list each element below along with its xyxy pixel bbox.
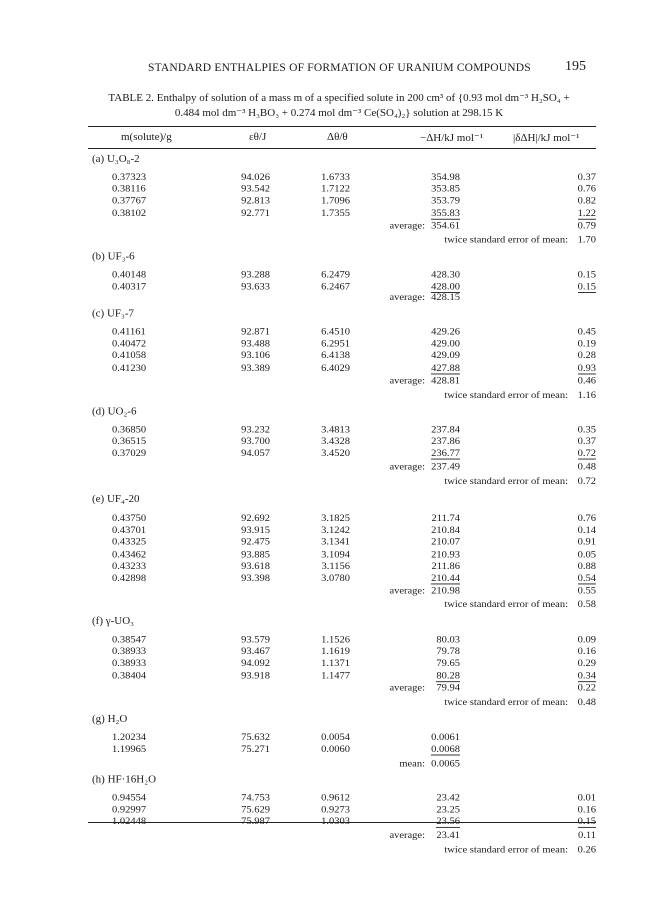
cell-enthalpy: 23.25 [436,805,460,816]
section-label: (h) HF·16H₂O [92,774,157,786]
cell-mass: 0.38547 [112,635,147,646]
cell-temp-ratio: 3.0780 [321,573,350,584]
average-deviation: 0.46 [577,376,596,387]
cell-energy: 93.618 [241,561,270,572]
cell-energy: 94.026 [241,172,270,183]
average-label: average: [389,683,425,693]
average-value: 428.15 [431,292,460,303]
cell-temp-ratio: 1.7355 [321,208,350,219]
cell-enthalpy: 210.07 [431,537,460,548]
cell-deviation: 0.76 [577,513,596,524]
cell-energy: 93.488 [241,339,270,350]
cell-enthalpy: 428.30 [431,270,460,281]
page-number: 195 [565,59,586,74]
twice-error-value: 0.58 [577,599,596,610]
cell-temp-ratio: 6.2467 [321,282,350,293]
cell-energy: 93.633 [241,282,270,293]
cell-deviation: 0.76 [577,184,596,195]
cell-deviation: 0.37 [577,437,596,448]
twice-error-label: twice standard error of mean: [444,599,568,610]
cell-energy: 93.542 [241,184,270,195]
cell-temp-ratio: 3.4813 [321,425,350,436]
cell-deviation: 0.29 [577,658,596,669]
average-value: 79.94 [436,683,460,693]
column-header-mass: m(solute)/g [121,131,172,143]
average-label: average: [389,586,425,597]
cell-deviation: 0.01 [577,793,596,804]
twice-error-label: twice standard error of mean: [444,845,568,855]
column-header-energy: εθ/J [249,131,267,143]
cell-deviation: 0.15 [577,817,596,828]
cell-mass: 0.38102 [112,208,147,219]
cell-mass: 0.37029 [112,449,147,459]
cell-energy: 75.987 [241,817,270,828]
cell-energy: 93.398 [241,573,270,584]
cell-temp-ratio: 6.4029 [321,363,350,374]
cell-mass: 0.43325 [112,537,147,548]
cell-deviation: 0.37 [577,172,596,183]
cell-enthalpy: 210.93 [431,549,460,560]
cell-energy: 94.092 [241,658,270,669]
cell-temp-ratio: 3.1242 [321,525,350,536]
average-label: average: [389,830,425,841]
cell-enthalpy: 355.83 [431,208,460,219]
cell-enthalpy: 23.42 [436,793,460,804]
twice-error-label: twice standard error of mean: [444,697,568,708]
cell-energy: 93.915 [241,525,270,536]
section-label: (d) UO₂-6 [92,406,137,417]
cell-temp-ratio: 0.0054 [321,732,350,743]
cell-enthalpy: 23.56 [436,817,460,828]
cell-temp-ratio: 1.1526 [321,635,350,646]
cell-temp-ratio: 3.1825 [321,513,350,524]
cell-deviation: 0.82 [577,196,596,207]
table-caption-line-1: TABLE 2. Enthalpy of solution of a mass m of a specified solute in 200 cm³ of {0.93 mol dm⁻³ H₂SO₄ + [108,92,570,104]
cell-temp-ratio: 1.1619 [321,647,350,657]
cell-enthalpy: 427.88 [431,363,460,374]
cell-mass: 0.43233 [112,561,147,572]
cell-temp-ratio: 0.9612 [321,793,350,804]
cell-deviation: 0.28 [577,351,596,362]
cell-temp-ratio: 1.1477 [321,670,350,681]
cell-mass: 0.43701 [112,525,147,536]
cell-mass: 0.36850 [112,425,147,436]
cell-mass: 0.94554 [112,793,147,804]
cell-temp-ratio: 6.4510 [321,327,350,338]
cell-mass: 0.36515 [112,437,147,448]
twice-error-label: twice standard error of mean: [444,476,568,487]
average-deviation: 0.55 [577,586,596,597]
cell-mass: 0.38933 [112,658,147,669]
cell-mass: 0.40317 [112,282,147,293]
cell-temp-ratio: 3.1094 [321,549,350,560]
cell-temp-ratio: 1.1371 [321,658,350,669]
cell-deviation: 0.34 [577,670,596,681]
cell-enthalpy: 353.85 [431,184,460,195]
cell-mass: 1.02448 [112,817,147,828]
cell-mass: 0.42898 [112,573,147,584]
cell-enthalpy: 80.28 [436,670,460,681]
cell-energy: 92.692 [241,513,270,524]
average-value: 237.49 [431,462,460,473]
cell-enthalpy: 210.44 [431,573,460,584]
section-label: (e) UF₄-20 [92,493,140,505]
cell-deviation: 0.19 [577,339,596,350]
cell-enthalpy: 428.00 [431,282,460,293]
cell-energy: 93.700 [241,437,270,448]
average-label: average: [389,221,425,232]
twice-error-label: twice standard error of mean: [444,390,568,401]
cell-enthalpy: 236.77 [431,449,460,459]
cell-energy: 93.106 [241,351,270,362]
cell-enthalpy: 429.09 [431,351,460,362]
cell-enthalpy: 0.0068 [431,744,460,755]
cell-mass: 0.43462 [112,549,147,560]
twice-error-value: 0.72 [577,476,596,487]
cell-deviation: 0.09 [577,635,596,646]
cell-enthalpy: 237.86 [431,437,460,448]
cell-energy: 93.232 [241,425,270,436]
cell-energy: 94.057 [241,449,270,459]
cell-energy: 75.629 [241,805,270,816]
table-body [0,14,672,855]
cell-temp-ratio: 1.7122 [321,184,350,195]
cell-mass: 0.41161 [112,327,146,338]
average-value: 23.41 [436,830,460,841]
cell-mass: 0.41230 [112,363,147,374]
cell-deviation: 0.54 [577,573,596,584]
cell-mass: 0.41058 [112,351,147,362]
average-deviation: 0.79 [577,221,596,232]
section-label: (c) UF₃-7 [92,308,135,320]
average-label: average: [389,462,425,473]
average-value: 428.81 [431,376,460,387]
cell-mass: 0.38933 [112,647,147,657]
cell-temp-ratio: 3.4328 [321,437,350,448]
cell-deviation: 0.93 [577,363,596,374]
section-label: (b) UF₃-6 [92,251,135,263]
twice-error-value: 0.26 [577,845,596,855]
cell-temp-ratio: 1.6733 [321,172,350,183]
cell-mass: 0.43750 [112,513,147,524]
table-caption-line-2: 0.484 mol dm⁻³ H₃BO₃ + 0.274 mol dm⁻³ Ce(SO₄)₂} solution at 298.15 K [174,107,504,119]
cell-mass: 0.38404 [112,670,147,681]
cell-enthalpy: 210.84 [431,525,460,536]
cell-temp-ratio: 0.9273 [321,805,350,816]
cell-enthalpy: 237.84 [431,425,460,436]
cell-temp-ratio: 1.0303 [321,817,350,828]
cell-deviation: 0.16 [577,647,596,657]
cell-enthalpy: 211.86 [431,561,460,572]
cell-energy: 92.771 [241,208,270,219]
cell-enthalpy: 79.78 [436,647,460,657]
cell-enthalpy: 79.65 [436,658,460,669]
cell-energy: 93.467 [241,647,270,657]
cell-energy: 75.632 [241,732,270,743]
average-label: average: [389,376,425,387]
cell-enthalpy: 354.98 [431,172,460,183]
average-label: average: [389,292,425,303]
twice-error-value: 1.16 [577,390,596,401]
cell-temp-ratio: 6.2951 [321,339,350,350]
cell-energy: 92.871 [241,327,270,338]
cell-energy: 93.885 [241,549,270,560]
cell-temp-ratio: 6.2479 [321,270,350,281]
column-header-enthalpy: −ΔH/kJ mol⁻¹ [420,132,484,144]
cell-energy: 93.288 [241,270,270,281]
cell-mass: 0.92997 [112,805,147,816]
twice-error-label: twice standard error of mean: [444,235,568,246]
cell-deviation: 0.88 [577,561,596,572]
section-label: (a) U₃O₈-2 [92,153,140,165]
average-deviation: 0.48 [577,462,596,473]
column-header-deviation: |δΔH|/kJ mol⁻¹ [513,132,580,144]
cell-deviation: 1.22 [577,208,596,219]
cell-mass: 1.20234 [112,732,147,743]
average-value: 354.61 [431,221,460,232]
average-value: 0.0065 [431,759,460,770]
cell-enthalpy: 429.26 [431,327,460,338]
cell-enthalpy: 353.79 [431,196,460,207]
cell-deviation: 0.35 [577,425,596,436]
cell-enthalpy: 0.0061 [431,732,460,743]
average-deviation: 0.22 [577,683,596,693]
cell-temp-ratio: 3.1341 [321,537,350,548]
cell-temp-ratio: 3.4520 [321,449,350,459]
cell-energy: 93.918 [241,670,270,681]
cell-deviation: 0.14 [577,525,596,536]
column-header-temp-ratio: Δθ/θ [327,131,348,143]
twice-error-value: 0.48 [577,697,596,708]
twice-error-value: 1.70 [577,235,596,246]
running-header: STANDARD ENTHALPIES OF FORMATION OF URANIUM COMPOUNDS [148,62,531,74]
cell-deviation: 0.91 [577,537,596,548]
cell-mass: 0.37323 [112,172,147,183]
cell-enthalpy: 429.00 [431,339,460,350]
cell-deviation: 0.05 [577,549,596,560]
cell-energy: 74.753 [241,793,270,804]
section-label: (g) H₂O [92,713,128,725]
average-label: mean: [399,759,425,770]
cell-energy: 92.475 [241,537,270,548]
cell-mass: 0.40148 [112,270,147,281]
bottom-rule [88,822,596,823]
cell-deviation: 0.45 [577,327,596,338]
cell-deviation: 0.16 [577,805,596,816]
average-value: 210.98 [431,586,460,597]
cell-mass: 1.19965 [112,744,147,755]
cell-energy: 93.579 [241,635,270,646]
cell-deviation: 0.72 [577,449,596,459]
cell-enthalpy: 80.03 [436,635,460,646]
cell-mass: 0.40472 [112,339,147,350]
cell-deviation: 0.15 [577,282,596,293]
cell-deviation: 0.15 [577,270,596,281]
cell-temp-ratio: 1.7096 [321,196,350,207]
cell-energy: 92.813 [241,196,270,207]
cell-temp-ratio: 0.0060 [321,744,350,755]
average-deviation: 0.11 [578,830,596,841]
cell-temp-ratio: 3.1156 [321,561,350,572]
cell-mass: 0.37767 [112,196,147,207]
section-label: (f) γ-UO₃ [92,616,134,627]
cell-energy: 75.271 [241,744,270,755]
cell-temp-ratio: 6.4138 [321,351,350,362]
cell-mass: 0.38116 [112,184,146,195]
cell-energy: 93.389 [241,363,270,374]
cell-enthalpy: 211.74 [431,513,460,524]
